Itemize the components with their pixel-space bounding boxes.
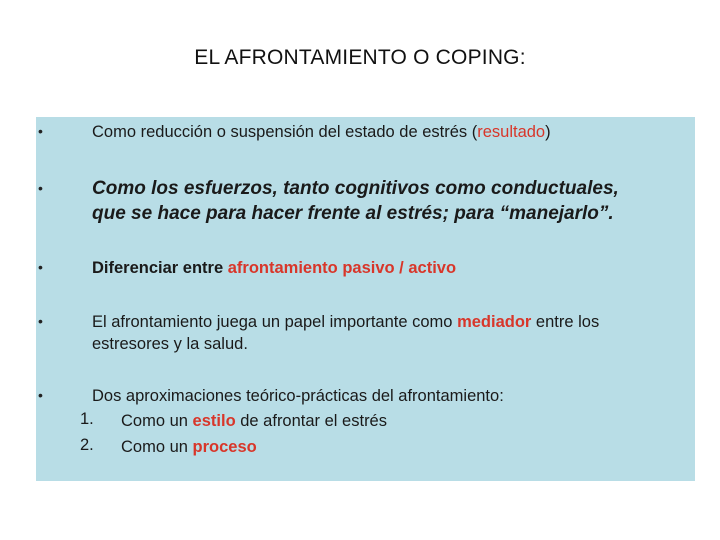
subitem-1-text-end: de afrontar el estrés [235, 412, 387, 430]
item-4-line-2: estresores y la salud. [92, 335, 248, 353]
subitem-1-number: 1. [80, 410, 94, 428]
bullet-2: • [38, 180, 43, 196]
subitem-2 [121, 436, 257, 458]
subitem-2-number: 2. [80, 436, 94, 454]
bullet-1: • [38, 123, 43, 139]
item-4 [92, 311, 682, 355]
item-3-highlight: afrontamiento pasivo / activo [227, 259, 457, 277]
subitem-1-highlight: estilo [192, 412, 236, 430]
subitem-2-text: Como un [121, 438, 193, 456]
item-4-text: El afrontamiento juega un papel importante como [92, 313, 458, 331]
item-1-text: Como reducción o suspensión del estado de estrés ( [92, 123, 478, 141]
item-2 [92, 176, 682, 226]
subitem-2-highlight: proceso [192, 438, 257, 456]
bullet-4: • [38, 313, 43, 329]
item-4-highlight: mediador [457, 313, 532, 331]
bullet-3: • [38, 259, 43, 275]
subitem-1 [121, 410, 387, 432]
item-2-line-2: que se hace para hacer frente al estrés; para “manejarlo”. [92, 203, 614, 224]
item-1-highlight: resultado [477, 123, 546, 141]
item-3-text: Diferenciar entre [92, 259, 228, 277]
item-4-text-end: entre los [531, 313, 600, 331]
bullet-5: • [38, 387, 43, 403]
subitem-1-text: Como un [121, 412, 193, 430]
slide-title: EL AFRONTAMIENTO O COPING: [194, 46, 526, 69]
item-5: Dos aproximaciones teórico-prácticas del afrontamiento: [92, 387, 504, 405]
item-3 [92, 257, 682, 279]
item-1 [92, 121, 682, 143]
item-1-text-end: ) [545, 123, 551, 141]
item-2-line-1: Como los esfuerzos, tanto cognitivos como conductuales, [92, 178, 619, 199]
